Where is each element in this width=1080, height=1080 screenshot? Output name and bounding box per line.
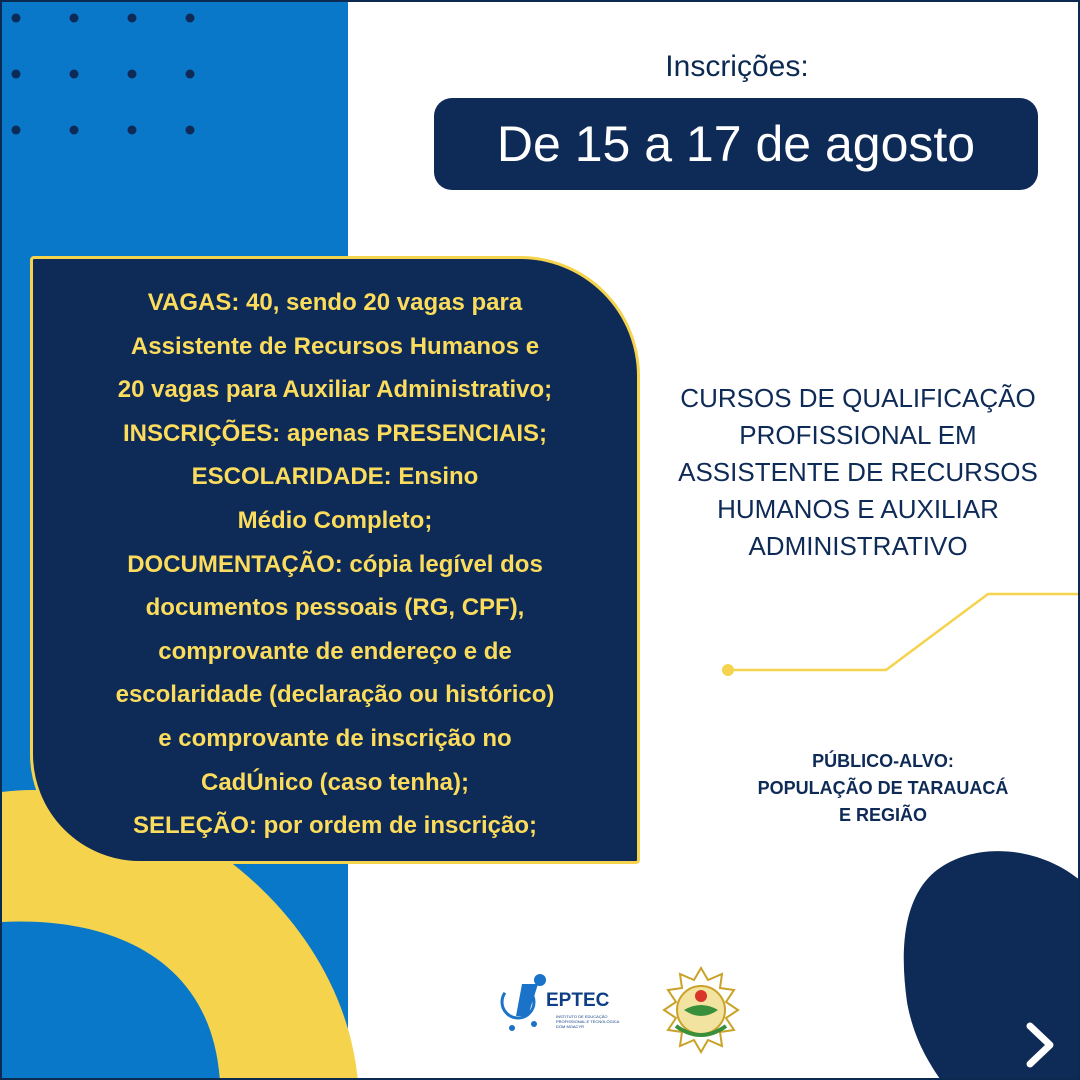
info-line: 20 vagas para Auxiliar Administrativo; bbox=[117, 376, 553, 404]
yellow-connector-line bbox=[728, 594, 1080, 670]
info-line: SELEÇÃO: por ordem de inscrição; bbox=[132, 812, 538, 840]
info-line: INSCRIÇÕES: apenas PRESENCIAIS; bbox=[122, 419, 548, 447]
info-line: ESCOLARIDADE: Ensino bbox=[191, 463, 479, 491]
info-line: e comprovante de inscrição no bbox=[158, 724, 512, 752]
registration-date-badge bbox=[434, 98, 1038, 190]
chevron-right-icon[interactable] bbox=[1018, 1020, 1064, 1070]
registration-date-text: De 15 a 17 de agosto bbox=[496, 116, 976, 172]
course-title-line: PROFISSIONAL EM bbox=[739, 420, 977, 450]
target-audience bbox=[727, 748, 1039, 829]
info-line: comprovante de endereço e de bbox=[158, 637, 512, 665]
info-line: Médio Completo; bbox=[237, 506, 433, 534]
registration-label: Inscrições: bbox=[665, 50, 809, 83]
eptec-wordmark: EPTEC bbox=[546, 990, 610, 1011]
info-line: documentos pessoais (RG, CPF), bbox=[145, 594, 525, 622]
connector-dot bbox=[722, 664, 734, 676]
info-line: CadÚnico (caso tenha); bbox=[200, 768, 470, 796]
course-title-line: ASSISTENTE DE RECURSOS bbox=[678, 457, 1038, 487]
course-title-line: HUMANOS E AUXILIAR bbox=[717, 494, 999, 524]
course-title bbox=[662, 380, 1054, 565]
audience-line: POPULAÇÃO DE TARAUACÁ bbox=[757, 778, 1009, 798]
course-title-line: ADMINISTRATIVO bbox=[748, 531, 968, 561]
eptec-subtitle: PROFISSIONAL E TECNOLÓGICA bbox=[556, 1019, 620, 1024]
course-title-line: CURSOS DE QUALIFICAÇÃO bbox=[680, 383, 1036, 413]
info-line: DOCUMENTAÇÃO: cópia legível dos bbox=[127, 550, 543, 578]
eptec-subtitle: DOM MOACYR bbox=[556, 1024, 584, 1029]
audience-line: PÚBLICO-ALVO: bbox=[812, 751, 954, 771]
acre-state-seal bbox=[656, 964, 746, 1054]
info-line: Assistente de Recursos Humanos e bbox=[130, 332, 540, 360]
eptec-subtitle: INSTITUTO DE EDUCAÇÃO bbox=[556, 1014, 608, 1019]
info-box bbox=[30, 256, 640, 864]
eptec-logo bbox=[500, 972, 624, 1038]
info-line: VAGAS: 40, sendo 20 vagas para bbox=[147, 289, 523, 316]
audience-line: E REGIÃO bbox=[838, 805, 927, 825]
info-line: escolaridade (declaração ou histórico) bbox=[115, 681, 555, 709]
